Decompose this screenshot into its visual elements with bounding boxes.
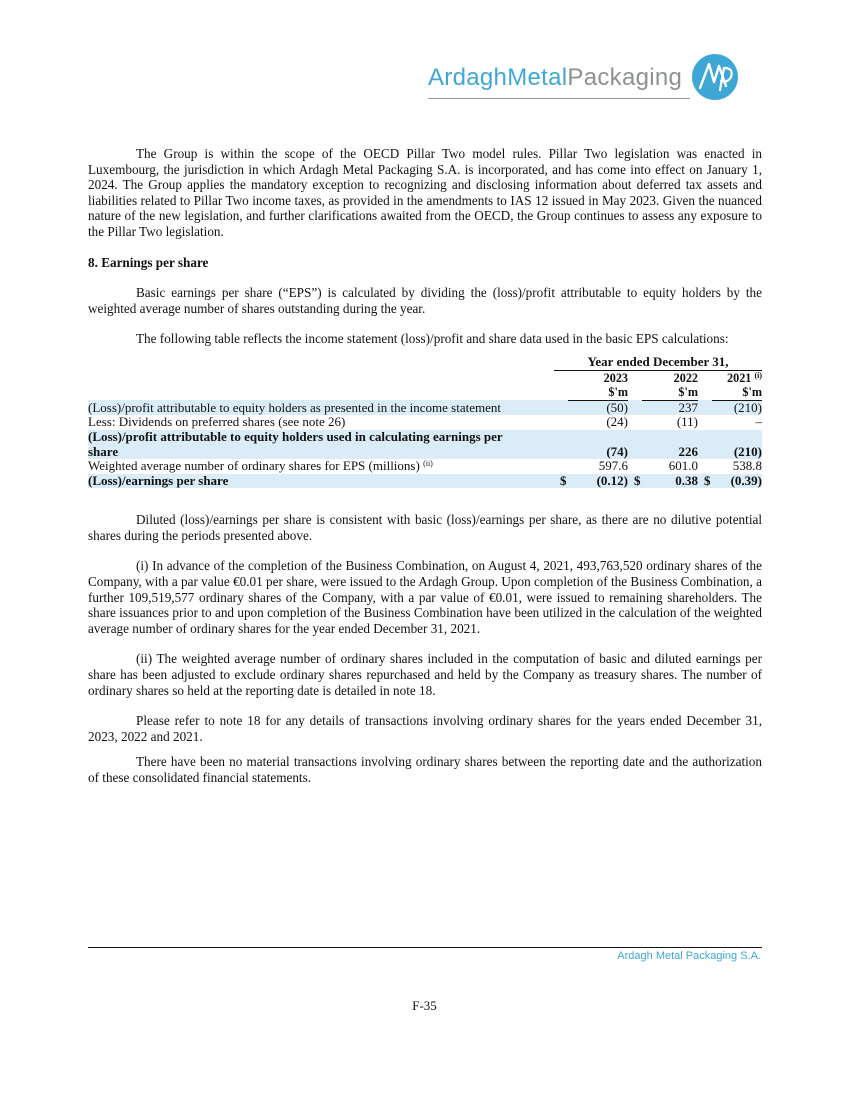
footer-divider xyxy=(88,947,762,948)
cell-2021: – xyxy=(755,414,762,430)
pillar-two-paragraph: The Group is within the scope of the OECD Pillar Two model rules. Pillar Two legislation was enacted in Luxembourg, the jurisdiction in which Ardagh Metal Packaging S.A. is incorporated, and has come into effect on January 1, 2024. The Group applies the mandatory exception to recognizing and disclosing information about deferred tax assets and liabilities related to Pillar Two income taxes, as provided in the amendments to IAS 12 issued in May 2023. Given the nuanced nature of the new legislation, and further clarifications awaited from the OECD, the Group continues to assess any exposure to the Pillar Two legislation. xyxy=(88,146,762,239)
cell-2023: (50) xyxy=(568,400,628,415)
basic-eps-paragraph: Basic earnings per share (“EPS”) is calculated by dividing the (loss)/profit attributable to equity holders by the weighted average number of shares outstanding during the year. xyxy=(88,285,762,316)
cell-2022: 226 xyxy=(642,430,698,459)
row-label: (Loss)/earnings per share xyxy=(88,474,554,489)
cell-2022: 601.0 xyxy=(668,458,698,474)
unit-2022: $'m xyxy=(642,385,698,400)
cell-2021: 538.8 xyxy=(732,458,762,474)
logo-word-packaging: Packaging xyxy=(567,64,683,91)
table-row xyxy=(88,415,762,430)
currency-symbol: $ xyxy=(698,474,712,489)
table-row xyxy=(88,430,762,459)
cell-2023: (0.12) xyxy=(568,474,628,489)
row-label: (Loss)/profit attributable to equity holders used in calculating earnings per share xyxy=(88,430,554,459)
table-unit-row xyxy=(88,385,762,400)
table-row xyxy=(88,474,762,489)
note-i-paragraph: (i) In advance of the completion of the Business Combination, on August 4, 2021, 493,763,520 ordinary shares of the Company, with a par value €0.01 per share, were issued to the Ardagh Group. Upon completion of the Business Combination, a further 109,519,577 ordinary shares of the Company, with a par value of €0.01, were issued to remaining shareholders. The share issuances prior to and upon completion of the Business Combination have been utilized in the calculation of the weighted average number of ordinary shares for the year ended December 31, 2021. xyxy=(88,558,762,636)
section-heading: 8. Earnings per share xyxy=(88,254,209,270)
logo-word-ardagh: Ardagh xyxy=(428,64,508,91)
cell-2023: 597.6 xyxy=(598,458,628,474)
table-row xyxy=(88,459,762,474)
logo-word-metal: Metal xyxy=(507,64,568,91)
year-ended-header: Year ended December 31, xyxy=(554,355,762,370)
page-number: F-35 xyxy=(412,998,437,1013)
refer-note-18-paragraph: Please refer to note 18 for any details of transactions involving ordinary shares for the years ended December 31, 2023, 2022 and 2021. xyxy=(88,713,762,744)
currency-symbol: $ xyxy=(628,474,642,489)
cell-2023: (74) xyxy=(568,430,628,459)
unit-2021: $'m xyxy=(712,385,762,400)
currency-symbol: $ xyxy=(554,474,568,489)
diluted-paragraph: Diluted (loss)/earnings per share is consistent with basic (loss)/earnings per share, as there are no dilutive potential shares during the periods presented above. xyxy=(88,512,762,543)
eps-table xyxy=(88,355,762,488)
year-2023-header: 2023 xyxy=(603,370,628,385)
table-group-header-row xyxy=(88,355,762,370)
cell-2021: (0.39) xyxy=(712,474,762,489)
row-label: (Loss)/profit attributable to equity holders as presented in the income statement xyxy=(88,400,554,415)
year-2021-header: 2021 $^{(i)}$ xyxy=(727,370,762,385)
logo-underline xyxy=(428,98,690,99)
cell-2021: (210) xyxy=(712,400,762,415)
amp-monogram-icon xyxy=(690,52,740,102)
note-ii-paragraph: (ii) The weighted average number of ordinary shares included in the computation of basic and diluted earnings per share has been adjusted to exclude ordinary shares repurchased and held by the Company as treasury shares. The number of ordinary shares so held at the reporting date is detailed in note 18. xyxy=(88,651,762,698)
row-label: Less: Dividends on preferred shares (see note 26) xyxy=(88,414,346,430)
table-intro-paragraph: The following table reflects the income statement (loss)/profit and share data used in the basic EPS calculations: xyxy=(136,331,729,347)
row-label: Weighted average number of ordinary shares for EPS (millions) $^{(ii)}$ xyxy=(88,458,433,474)
logo-wordmark xyxy=(428,64,682,92)
page-content xyxy=(88,146,762,786)
year-2022-header: 2022 xyxy=(673,370,698,385)
cell-2022: 0.38 xyxy=(642,474,698,489)
no-material-transactions-paragraph: There have been no material transactions involving ordinary shares between the reporting date and the authorization of these consolidated financial statements. xyxy=(88,754,762,785)
cell-2021: (210) xyxy=(712,430,762,459)
cell-2022: 237 xyxy=(642,400,698,415)
cell-2023: (24) xyxy=(606,414,628,430)
company-logo xyxy=(420,50,750,106)
cell-2022: (11) xyxy=(676,414,698,430)
footer-company-name: Ardagh Metal Packaging S.A. xyxy=(617,950,761,962)
table-year-row xyxy=(88,370,762,385)
unit-2023: $'m xyxy=(568,385,628,400)
table-row xyxy=(88,400,762,415)
